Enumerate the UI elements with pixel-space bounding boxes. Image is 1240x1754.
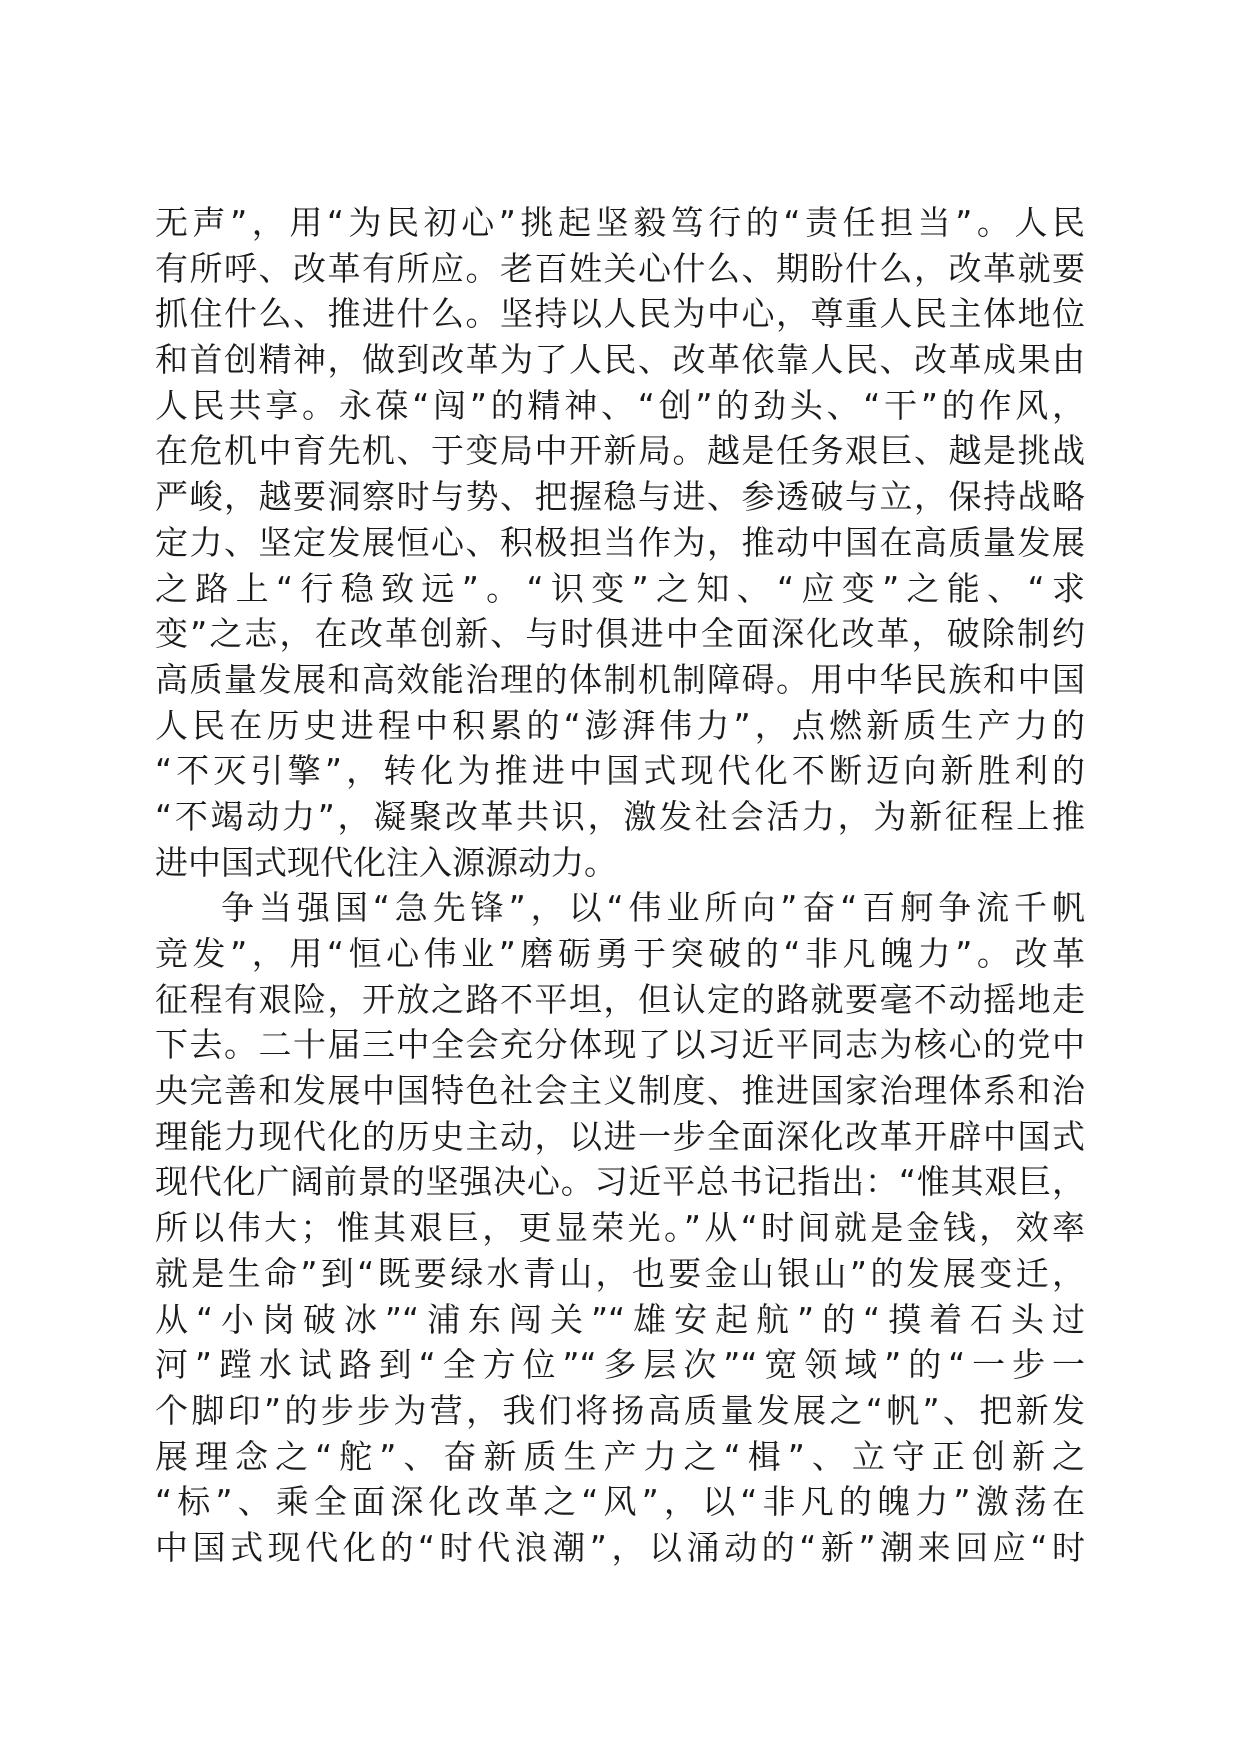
text-line: 现代化广阔前景的坚强决心。习近平总书记指出：“惟其艰巨， — [155, 1162, 1085, 1202]
text-line: 下去。二十届三中全会充分体现了以习近平同志为核心的党中 — [155, 1025, 1085, 1065]
text-line: 人民在历史进程中积累的“澎湃伟力”，点燃新质生产力的 — [155, 705, 1085, 745]
text-line: 无声”，用“为民初心”挑起坚毅笃行的“责任担当”。人民 — [155, 203, 1085, 242]
text-line: 竞发”，用“恒心伟业”磨砺勇于突破的“非凡魄力”。改革 — [155, 934, 1085, 973]
text-line: 河”蹚水试路到“全方位”“多层次”“宽领域”的“一步一 — [155, 1345, 1085, 1385]
text-line: 展理念之“舵”、奋新质生产力之“楫”、立守正创新之 — [155, 1436, 1085, 1476]
text-line: 就是生命”到“既要绿水青山，也要金山银山”的发展变迁， — [155, 1253, 1085, 1293]
text-line: 高质量发展和高效能治理的体制机制障碍。用中华民族和中国 — [155, 659, 1085, 699]
text-line: 央完善和发展中国特色社会主义制度、推进国家治理体系和治 — [155, 1071, 1085, 1111]
text-line: 进中国式现代化注入源源动力。 — [155, 842, 617, 882]
text-line: 中国式现代化的“时代浪潮”，以涌动的“新”潮来回应“时 — [155, 1527, 1085, 1567]
text-line: 人民共享。永葆“闯”的精神、“创”的劲头、“干”的作风， — [155, 385, 1085, 425]
text-line: 变”之志，在改革创新、与时俱进中全面深化改革，破除制约 — [155, 614, 1085, 654]
text-line: 争当强国“急先锋”，以“伟业所向”奋“百舸争流千帆 — [221, 888, 1085, 928]
text-line: 个脚印”的步步为营，我们将扬高质量发展之“帆”、把新发 — [155, 1390, 1085, 1430]
text-line: “不灭引擎”，转化为推进中国式现代化不断迈向新胜利的 — [155, 751, 1085, 791]
text-line: 有所呼、改革有所应。老百姓关心什么、期盼什么，改革就要 — [155, 248, 1085, 288]
text-line: 之路上“行稳致远”。“识变”之知、“应变”之能、“求 — [155, 568, 1085, 608]
text-line: 理能力现代化的历史主动，以进一步全面深化改革开辟中国式 — [155, 1116, 1085, 1156]
text-line: 所以伟大；惟其艰巨，更显荣光。”从“时间就是金钱，效率 — [155, 1208, 1085, 1248]
text-line: 和首创精神，做到改革为了人民、改革依靠人民、改革成果由 — [155, 340, 1085, 380]
text-line: 定力、坚定发展恒心、积极担当作为，推动中国在高质量发展 — [155, 522, 1085, 562]
paragraph-2 — [155, 885, 1085, 1570]
text-line: 从“小岗破冰”“浦东闯关”“雄安起航”的“摸着石头过 — [155, 1299, 1085, 1339]
text-line: 征程有艰险，开放之路不平坦，但认定的路就要毫不动摇地走 — [155, 979, 1085, 1019]
text-line: 在危机中育先机、于变局中开新局。越是任务艰巨、越是挑战 — [155, 431, 1085, 471]
text-line: 抓住什么、推进什么。坚持以人民为中心，尊重人民主体地位 — [155, 294, 1085, 334]
text-line: “标”、乘全面深化改革之“风”，以“非凡的魄力”激荡在 — [155, 1482, 1085, 1522]
document-body — [155, 200, 1085, 1571]
text-line: 严峻，越要洞察时与势、把握稳与进、参透破与立，保持战略 — [155, 477, 1085, 517]
paragraph-1 — [155, 200, 1085, 885]
text-line: “不竭动力”，凝聚改革共识，激发社会活力，为新征程上推 — [155, 796, 1085, 836]
